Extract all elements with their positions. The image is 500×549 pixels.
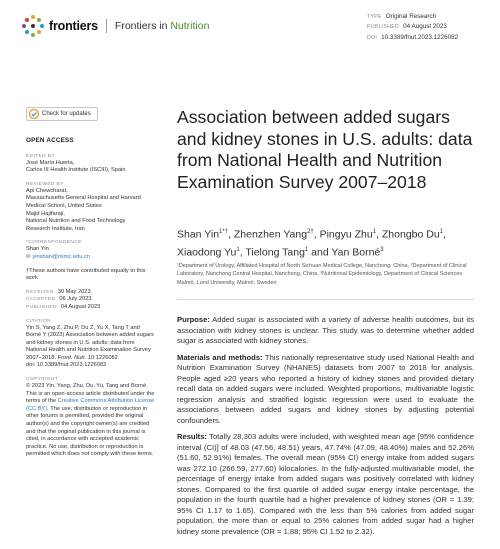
author-name[interactable]: , Tielong Tang	[239, 246, 305, 259]
copyright-text	[26, 383, 156, 459]
author-superscript: 1*†	[219, 229, 229, 235]
published-row	[26, 304, 156, 312]
author-name[interactable]: and Yan Borné	[308, 246, 381, 259]
author-superscript: 3	[380, 247, 384, 254]
copyright-pre: © 2023 Yin, Yang, Zhu, Du, Yu, Tang and Borné. This is an open-access article distributed under the terms of the	[26, 383, 155, 405]
reviewer-line: Majid Hajifaraji,	[26, 210, 65, 217]
journal-prefix: Frontiers in	[114, 20, 168, 32]
dates-section	[26, 289, 156, 312]
article-meta	[367, 12, 458, 43]
methods-heading: Materials and methods:	[177, 352, 263, 362]
abstract-purpose	[177, 315, 474, 347]
frontiers-logo[interactable]	[22, 15, 209, 37]
article-sidebar	[26, 137, 156, 465]
author-superscript: 2†	[307, 229, 314, 235]
article-title: Association between added sugars and kidney stones in U.S. adults: data from National Health and Nutrition Examination Survey 2007–2018	[177, 107, 473, 192]
author-superscript: 1	[439, 229, 444, 235]
check-for-updates-button[interactable]	[26, 107, 98, 121]
abstract	[177, 315, 474, 543]
accepted-label: ACCEPTED	[26, 297, 56, 303]
reviewer-line: Massachusetts General Hospital and Harvard	[26, 195, 141, 202]
results-heading: Results:	[177, 432, 207, 441]
reviewed-by-label: REVIEWED BY	[26, 181, 64, 187]
copyright-label: COPYRIGHT	[26, 377, 59, 383]
abstract-results	[177, 432, 474, 537]
citation-section	[26, 318, 156, 371]
accepted-date: 06 July 2023	[59, 296, 92, 303]
meta-published-row	[367, 22, 458, 32]
correspondence-label: *CORRESPONDENCE	[26, 240, 82, 246]
reviewer-line: Research Institute, Iran	[26, 225, 85, 232]
correspondence-section	[26, 239, 156, 261]
reviewer-line: Api Chewcharat,	[26, 187, 68, 194]
journal-name[interactable]	[115, 20, 210, 32]
journal-subject: Nutrition	[170, 20, 210, 32]
meta-published-value: 04 August 2023	[403, 23, 447, 31]
editor-affiliation: Carlos III Health Institute (ISCIII), Spain	[26, 167, 126, 174]
correspondent-name: Shan Yin	[26, 246, 49, 253]
received-label: RECEIVED	[26, 289, 54, 295]
copyright-section	[26, 376, 156, 459]
author-superscript: 1	[304, 247, 309, 254]
reviewed-by-section	[26, 181, 156, 234]
meta-doi-row[interactable]	[367, 33, 458, 43]
citation-body: Yin S, Yang Z, Zhu P, Du Z, Yu X, Tang T and Borné Y (2023) Association between added sugars and kidney stones in U.S. adults: data from National Health and Nutrition Examination Survey 2007–2018.	[26, 324, 154, 361]
author-name[interactable]: , Xiaodong Yu	[177, 228, 446, 259]
editor-name: José María Huerta,	[26, 159, 75, 166]
meta-published-label: PUBLISHED	[367, 24, 400, 31]
citation-doi[interactable]: doi: 10.3389/fnut.2023.1226082	[26, 362, 107, 369]
section-divider	[177, 299, 474, 300]
author-list	[177, 225, 477, 262]
meta-doi-value[interactable]: 10.3389/fnut.2023.1226082	[381, 33, 459, 41]
check-updates-label: Check for updates	[42, 111, 91, 117]
meta-type-row	[367, 12, 458, 22]
affiliations: ¹Department of Urology, Affiliated Hospital of North Sichuan Medical College, Nanchong, China, ²Department of Clinical Laboratory, Nanchong Central Hospital, Nanchong, China, ³Nutritional Epidemiology, Department of Clinical Sciences Malmö, Lund University, Malmö, Sweden	[177, 263, 467, 286]
citation-volume: 10:1226082.	[86, 354, 120, 361]
meta-type-label: TYPE	[367, 14, 382, 20]
author-name[interactable]: , Zhenzhen Yang	[228, 228, 308, 241]
cc-by-license-link[interactable]: Creative Commons Attribution License (CC BY)	[26, 398, 155, 412]
methods-text: This nationally representative study used National Health and Nutrition Examination Survey (NHANES) datasets from 2007 to 2018 for analysis. People aged ≥20 years who reported a history of kidney stones and provided dietary recall data on added sugars were included. Weighted proportions, multivariable logistic regression analysis and stratified logistic regression were used to evaluate the associations between added sugars and kidney stones by adjusting potential confounders.	[177, 352, 474, 425]
citation-journal: Front. Nutr.	[57, 354, 87, 361]
citation-label: CITATION	[26, 318, 51, 324]
author-superscript: 1	[236, 247, 240, 254]
open-access-label: OPEN ACCESS	[26, 137, 74, 144]
reviewer-line: National Nutrition and Food Technology	[26, 218, 126, 225]
author-name[interactable]: Shan Yin	[177, 228, 220, 241]
received-date: 30 May 2023	[57, 288, 91, 295]
brand-divider	[106, 19, 107, 33]
published-date: 04 August 2023	[60, 303, 101, 310]
author-name[interactable]: , Pingyu Zhu	[313, 228, 373, 241]
received-row	[26, 289, 156, 297]
author-name[interactable]: , Zhongbo Du	[376, 228, 440, 241]
purpose-heading: Purpose:	[177, 315, 210, 324]
correspondent-email-link[interactable]: ✉ yinshan@nsmc.edu.cn	[26, 253, 90, 260]
published-label: PUBLISHED	[26, 304, 57, 310]
citation-text	[26, 325, 156, 363]
accepted-row	[26, 296, 156, 304]
reviewer-line: Medical School, United States	[26, 202, 102, 209]
meta-type-value: Original Research	[385, 13, 437, 20]
edited-by-label: EDITED BY	[26, 153, 55, 159]
meta-doi-label: DOI	[367, 34, 378, 41]
copyright-post: . The use, distribution or reproduction in other forums is permitted, provided the original author(s) and the copyright owner(s) are credited and that the original publication in this journal is cited, in accordance with accepted academic practice. No use, distribution or reproduction is permitted which does not comply with these terms.	[26, 405, 154, 458]
results-text: Totally 28,303 adults were included, with weighted mean age [95% confidence interval (CI)] of 48.03 (47.56, 48.51) years, 47.74% (47.09, 48.40%) males and 52.26% (51.60, 52.91%) females. The overall mean (95% CI) energy intake from added sugars was 272.10 (266.59, 277.60) kilocalories. In the fully-adjusted multivariable model, the percentage of energy intake from added sugars was positively correlated with kidney stones. Compared to the first quartile of added sugar energy intake percentage, the population in the fourth quartile had a higher prevalence of kidney stones (OR = 1.39; 95% CI 1.17 to 1.65). Compared with the less than 5% calories from added sugar population, the more than or equal to 25% calories from added sugar had a higher kidney stone prevalence (OR = 1.88; 95% CI 1.52 to 2.32).	[177, 432, 474, 536]
equal-contribution-note: †These authors have contributed equally to this work	[26, 267, 146, 282]
author-superscript: 1	[372, 229, 377, 235]
edited-by-section	[26, 153, 156, 175]
purpose-text: Added sugar is associated with a variety of adverse health outcomes, but its association with kidney stones is unclear. This study was to determine whether added sugar is associated with kidney stones.	[177, 315, 474, 345]
brand-name: frontiers	[49, 19, 98, 33]
frontiers-logo-icon	[22, 15, 44, 37]
abstract-methods	[177, 353, 474, 427]
check-updates-icon	[29, 109, 39, 119]
